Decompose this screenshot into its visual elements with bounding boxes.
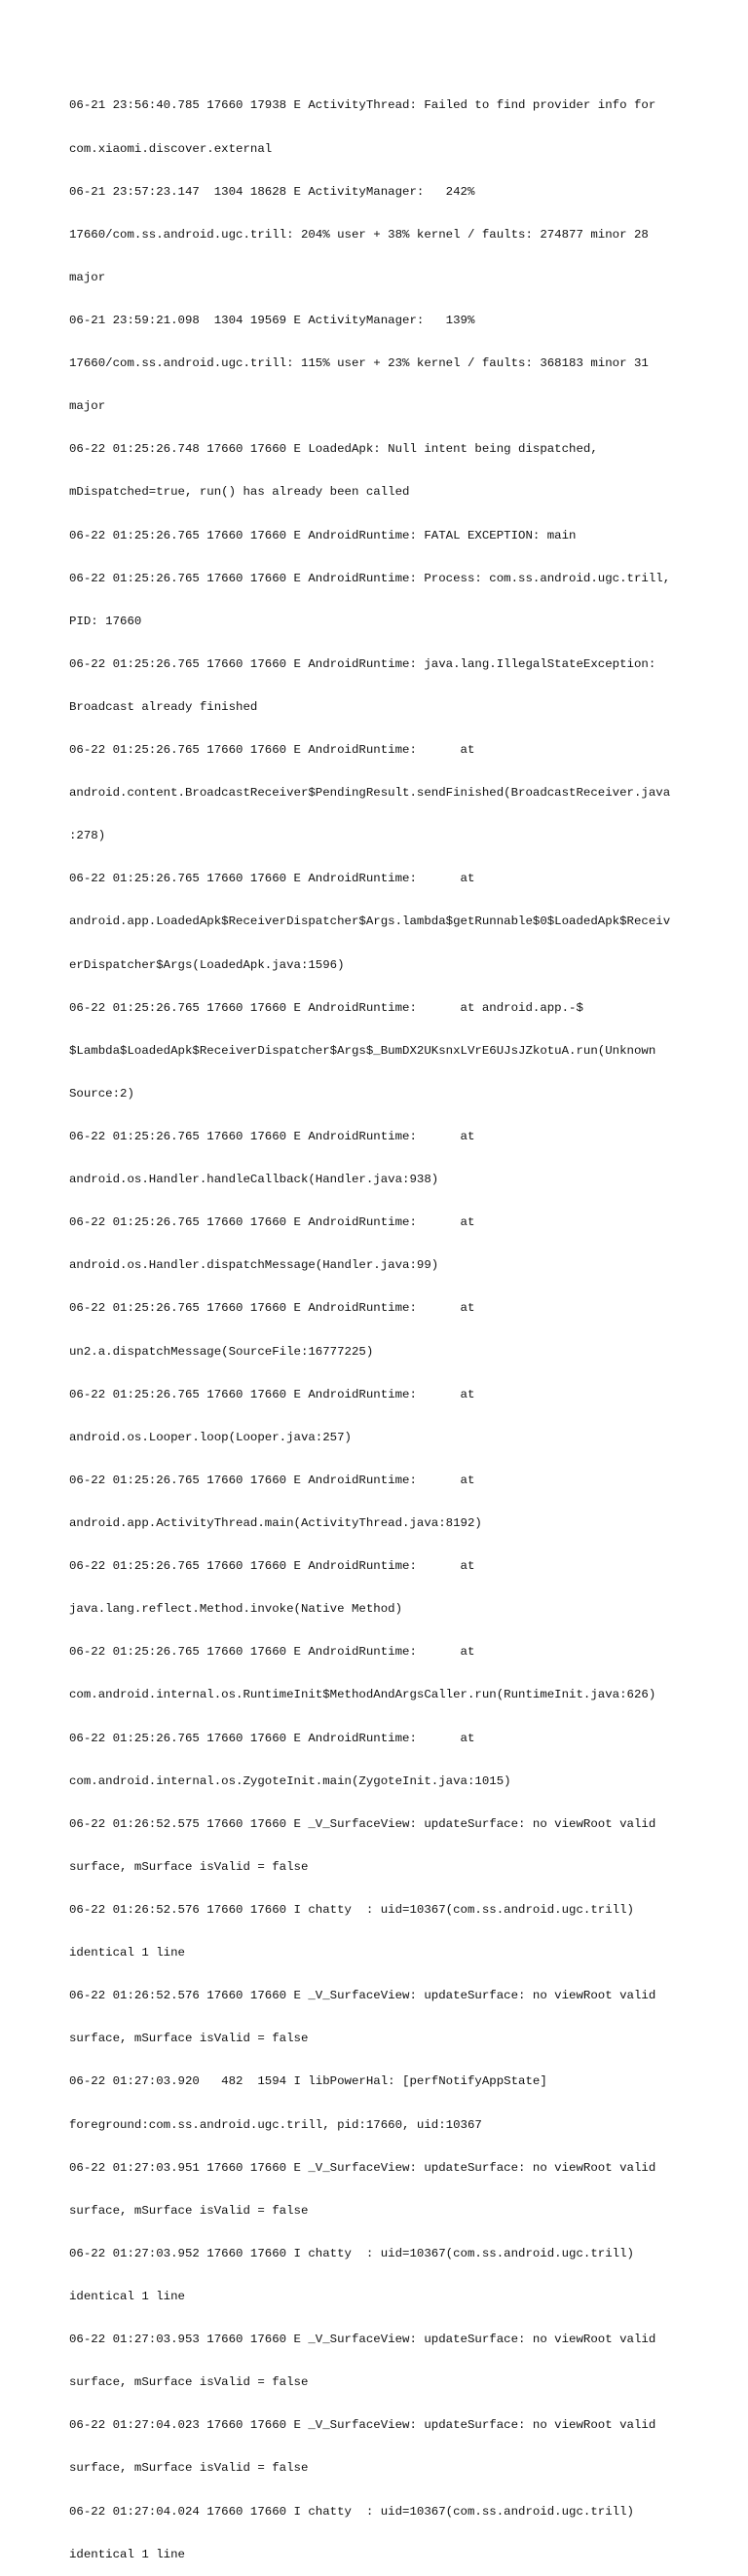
log-line: $Lambda$LoadedApk$ReceiverDispatcher$Args$_BumDX2UKsnxLVrE6UJsJZkotuA.run(Unknown bbox=[69, 1043, 656, 1058]
log-line: 06-21 23:56:40.785 17660 17938 E ActivityThread: Failed to find provider info for bbox=[69, 98, 656, 113]
log-line: 06-21 23:59:21.098 1304 19569 E ActivityManager: 139% bbox=[69, 313, 475, 327]
log-line: identical 1 line bbox=[69, 2547, 185, 2561]
log-line: 06-22 01:25:26.765 17660 17660 E AndroidRuntime: at bbox=[69, 1731, 475, 1745]
log-line: 06-22 01:25:26.765 17660 17660 E AndroidRuntime: Process: com.ss.android.ugc.trill, bbox=[69, 571, 671, 585]
log-line: 06-22 01:27:04.023 17660 17660 E _V_SurfaceView: updateSurface: no viewRoot valid bbox=[69, 2418, 656, 2433]
log-line: android.os.Handler.dispatchMessage(Handler.java:99) bbox=[69, 1258, 439, 1273]
logcat-text bbox=[69, 70, 692, 2576]
log-line: 06-22 01:25:26.765 17660 17660 E AndroidRuntime: FATAL EXCEPTION: main bbox=[69, 528, 577, 542]
log-line: 06-22 01:25:26.765 17660 17660 E AndroidRuntime: at bbox=[69, 1559, 475, 1574]
log-line: surface, mSurface isValid = false bbox=[69, 2461, 309, 2476]
log-line: android.app.ActivityThread.main(ActivityThread.java:8192) bbox=[69, 1516, 482, 1531]
log-line: 06-22 01:25:26.765 17660 17660 E AndroidRuntime: at bbox=[69, 1387, 475, 1401]
log-line: 06-22 01:27:03.953 17660 17660 E _V_SurfaceView: updateSurface: no viewRoot valid bbox=[69, 2333, 656, 2347]
log-line: com.android.internal.os.RuntimeInit$MethodAndArgsCaller.run(RuntimeInit.java:626) bbox=[69, 1688, 656, 1702]
log-line: foreground:com.ss.android.ugc.trill, pid:17660, uid:10367 bbox=[69, 2117, 482, 2132]
log-line: surface, mSurface isValid = false bbox=[69, 2375, 309, 2390]
log-line: 06-22 01:26:52.576 17660 17660 I chatty : uid=10367(com.ss.android.ugc.trill) bbox=[69, 1903, 634, 1917]
log-line: 06-22 01:25:26.765 17660 17660 E AndroidRuntime: at bbox=[69, 1645, 475, 1660]
log-line: android.app.LoadedApk$ReceiverDispatcher$Args.lambda$getRunnable$0$LoadedApk$Receiv bbox=[69, 915, 671, 929]
log-line: 06-22 01:25:26.765 17660 17660 E AndroidRuntime: at bbox=[69, 743, 475, 758]
log-line: 17660/com.ss.android.ugc.trill: 204% user + 38% kernel / faults: 274877 minor 28 bbox=[69, 227, 649, 242]
log-line: erDispatcher$Args(LoadedApk.java:1596) bbox=[69, 957, 345, 972]
log-line: 06-22 01:26:52.576 17660 17660 E _V_SurfaceView: updateSurface: no viewRoot valid bbox=[69, 1989, 656, 2003]
log-line: 17660/com.ss.android.ugc.trill: 115% user + 23% kernel / faults: 368183 minor 31 bbox=[69, 356, 649, 371]
log-line: 06-22 01:25:26.765 17660 17660 E AndroidRuntime: at bbox=[69, 1130, 475, 1144]
log-line: 06-22 01:27:04.024 17660 17660 I chatty : uid=10367(com.ss.android.ugc.trill) bbox=[69, 2504, 634, 2519]
log-line: major bbox=[69, 399, 106, 414]
log-line: mDispatched=true, run() has already been called bbox=[69, 485, 410, 500]
log-line: identical 1 line bbox=[69, 2289, 185, 2303]
log-line: 06-22 01:25:26.765 17660 17660 E AndroidRuntime: at bbox=[69, 1301, 475, 1316]
log-line: identical 1 line bbox=[69, 1946, 185, 1960]
log-line: Broadcast already finished bbox=[69, 699, 258, 714]
log-line: com.android.internal.os.ZygoteInit.main(ZygoteInit.java:1015) bbox=[69, 1773, 511, 1788]
log-line: un2.a.dispatchMessage(SourceFile:16777225) bbox=[69, 1344, 374, 1359]
log-line: :278) bbox=[69, 829, 106, 843]
log-line: 06-22 01:25:26.765 17660 17660 E AndroidRuntime: at bbox=[69, 872, 475, 886]
log-line: major bbox=[69, 270, 106, 284]
log-line: 06-22 01:25:26.765 17660 17660 E AndroidRuntime: at android.app.-$ bbox=[69, 1000, 583, 1015]
log-line: android.os.Handler.handleCallback(Handler.java:938) bbox=[69, 1173, 439, 1187]
log-line: surface, mSurface isValid = false bbox=[69, 2203, 309, 2218]
log-line: 06-22 01:25:26.748 17660 17660 E LoadedApk: Null intent being dispatched, bbox=[69, 442, 598, 457]
log-line: 06-21 23:57:23.147 1304 18628 E ActivityManager: 242% bbox=[69, 184, 475, 199]
log-line: 06-22 01:25:26.765 17660 17660 E AndroidRuntime: at bbox=[69, 1473, 475, 1487]
log-line: surface, mSurface isValid = false bbox=[69, 1859, 309, 1874]
log-line: com.xiaomi.discover.external bbox=[69, 141, 273, 156]
log-line: android.content.BroadcastReceiver$PendingResult.sendFinished(BroadcastReceiver.java bbox=[69, 786, 671, 801]
log-line: surface, mSurface isValid = false bbox=[69, 2032, 309, 2046]
log-line: 06-22 01:25:26.765 17660 17660 E AndroidRuntime: java.lang.IllegalStateException: bbox=[69, 656, 656, 671]
log-line: PID: 17660 bbox=[69, 614, 142, 628]
log-line: 06-22 01:27:03.952 17660 17660 I chatty : uid=10367(com.ss.android.ugc.trill) bbox=[69, 2246, 634, 2260]
log-line: android.os.Looper.loop(Looper.java:257) bbox=[69, 1430, 352, 1444]
log-line: 06-22 01:27:03.920 482 1594 I libPowerHal: [perfNotifyAppState] bbox=[69, 2074, 547, 2089]
log-line: java.lang.reflect.Method.invoke(Native Method) bbox=[69, 1602, 403, 1617]
log-line: 06-22 01:26:52.575 17660 17660 E _V_SurfaceView: updateSurface: no viewRoot valid bbox=[69, 1816, 656, 1831]
log-line: 06-22 01:25:26.765 17660 17660 E AndroidRuntime: at bbox=[69, 1215, 475, 1230]
log-line: Source:2) bbox=[69, 1086, 134, 1101]
log-line: 06-22 01:27:03.951 17660 17660 E _V_SurfaceView: updateSurface: no viewRoot valid bbox=[69, 2160, 656, 2175]
